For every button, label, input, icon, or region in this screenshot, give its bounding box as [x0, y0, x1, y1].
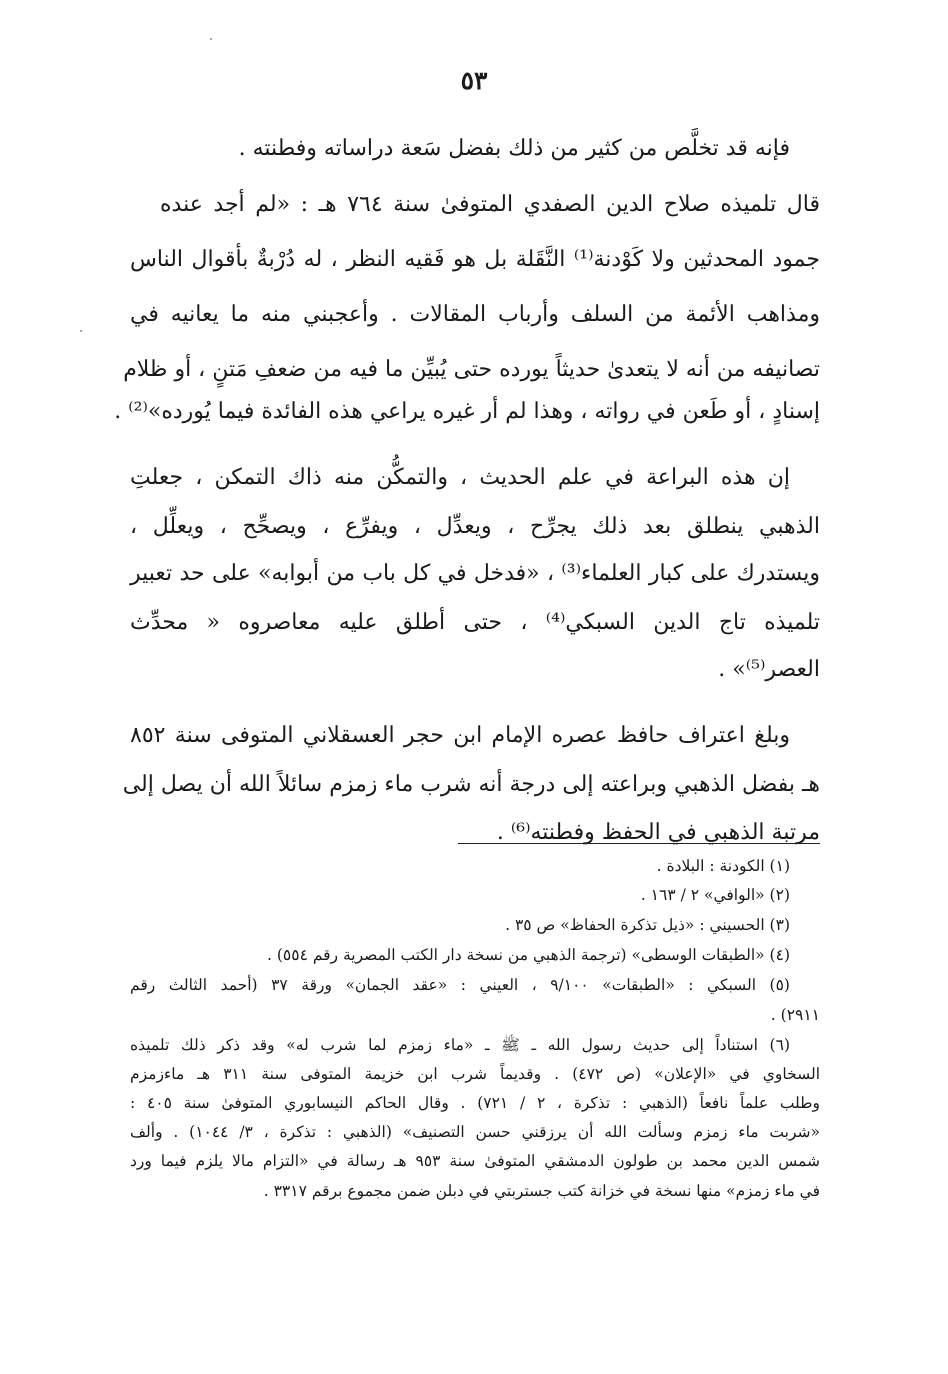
text-line: ويستدرك على كبار العلماء⁽³⁾ ، «فدخل في كل باب من أبوابه» على حد تعبير	[130, 561, 820, 586]
footnote-line: (٣) الحسيني : «ذيل تذكرة الحفاظ» ص ٣٥ .	[505, 916, 790, 934]
text-line: إسنادٍ ، أو طَعن في رواته ، وهذا لم أر غيره يراعي هذه الفائدة فيما يُورده»⁽²⁾ .	[114, 399, 820, 424]
footnote-line: في ماء زمزم» منها نسخة في خزانة كتب جستربتي في دبلن ضمن مجموع برقم ٣٣١٧ .	[263, 1182, 820, 1200]
text-line: ومذاهب الأئمة من السلف وأرباب المقالات . وأعجبني منه ما يعانيه في	[130, 302, 820, 327]
footnote-line: وطلب علماً نافعاً (الذهبي : تذكرة ، ٢ / ٧٢١) . وقال الحاكم النيسابوري المتوفىٰ سنة ٤٠٥ :	[130, 1094, 820, 1112]
footnote-line: ٢٩١١) .	[770, 1006, 820, 1024]
text-line: الذهبي ينطلق بعد ذلك يجرِّح ، ويعدِّل ، ويفرِّع ، ويصحِّح ، ويعلِّل ،	[130, 514, 820, 539]
text-line: وبلغ اعتراف حافظ عصره الإمام ابن حجر العسقلاني المتوفى سنة ٨٥٢	[130, 723, 790, 748]
text-line: تلميذه تاج الدين السبكي⁽⁴⁾ ، حتى أطلق عليه معاصروه « محدِّث	[130, 610, 820, 635]
page-number: ٥٣	[460, 66, 488, 95]
text-line: العصر⁽⁵⁾» .	[718, 657, 820, 682]
text-line: فإنه قد تخلَّص من كثير من ذلك بفضل سَعة دراساته وفطنته .	[238, 136, 790, 161]
footnote-line: (٤) «الطبقات الوسطى» (ترجمة الذهبي من نسخة دار الكتب المصرية رقم ٥٥٤) .	[267, 946, 790, 964]
footnote-line: (٢) «الوافي» ٢ / ١٦٣ .	[640, 886, 790, 904]
footnote-line: (٦) استناداً إلى حديث رسول الله ـ ﷺ ـ «ماء زمزم لما شرب له» وقد ذكر ذلك تلميذه	[130, 1036, 790, 1054]
text-line: تصانيفه من أنه لا يتعدىٰ حديثاً يورده حتى يُبيِّن ما فيه من ضعفِ مَتنٍ ، أو ظلام	[123, 357, 820, 382]
footnote-line: (١) الكودنة : البلادة .	[656, 857, 790, 875]
scan-speck	[210, 38, 212, 40]
text-line: هـ بفضل الذهبي وبراعته إلى درجة أنه شرب ماء زمزم سائلاً الله أن يصل إلى	[122, 772, 820, 797]
footnote-line: (٥) السبكي : «الطبقات» ٩/١٠٠ ، العيني : «عقد الجمان» ورقة ٣٧ (أحمد الثالث رقم	[130, 976, 790, 994]
footnote-line: شمس الدين محمد بن طولون الدمشقي المتوفىٰ سنة ٩٥٣ هـ رسالة في «التزام مالا يلزم فيما ورد	[130, 1152, 820, 1170]
footnote-line: السخاوي في «الإعلان» (ص ٤٧٢) . وقديماً شرب ابن خزيمة المتوفى سنة ٣١١ هـ ماءزمزم	[130, 1065, 820, 1083]
footnote-line: «شربت ماء زمزم وسألت الله أن يرزقني حسن التصنيف» (الذهبي : تذكرة ، ٣/ ١٠٤٤) . وألف	[130, 1123, 820, 1141]
text-line: قال تلميذه صلاح الدين الصفدي المتوفىٰ سنة ٧٦٤ هـ : «لم أجد عنده	[160, 192, 820, 217]
text-line: جمود المحدثين ولا كَوْدنة⁽¹⁾ النَّقَلة بل هو فَقيه النظر ، له دُرْبةٌ بأقوال الناس	[130, 247, 820, 272]
footnote-separator	[458, 843, 820, 844]
text-line: مرتبة الذهبي في الحفظ وفطنته⁽⁶⁾ .	[496, 820, 820, 845]
text-line: إن هذه البراعة في علم الحديث ، والتمكُّن منه ذاك التمكن ، جعلتِ	[130, 465, 790, 490]
scan-speck	[80, 330, 82, 332]
